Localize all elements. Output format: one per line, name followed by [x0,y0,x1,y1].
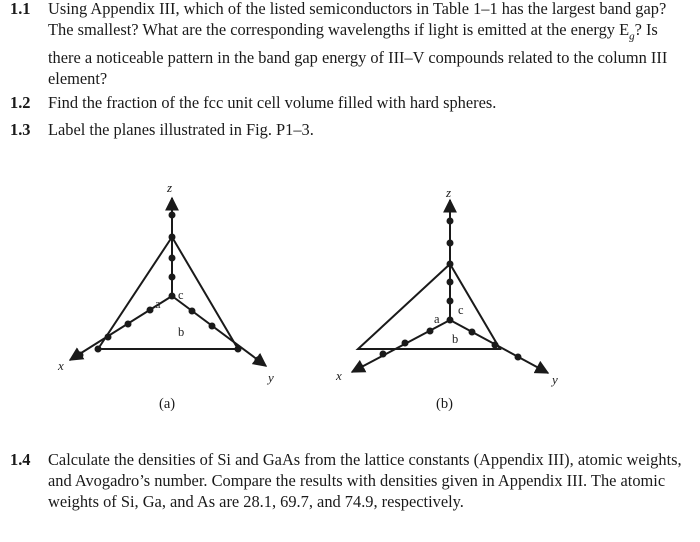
lattice-point [447,240,454,247]
lattice-point [189,308,196,315]
panel-b-diagram [335,185,558,387]
x-axis-b [352,320,450,372]
lattice-point [427,328,434,335]
lattice-point [447,317,454,324]
lattice-point [169,234,176,241]
problem-number: 1.1 [10,0,31,18]
lattice-point [95,346,102,353]
lattice-point [169,212,176,219]
lattice-point [125,321,132,328]
point-label-a: a [155,297,161,311]
lattice-point [447,298,454,305]
x-label-b: x [336,368,342,383]
problem-text-part: Using Appendix III, which of the listed semiconductors in Table 1–1 has the largest band gap? The smallest? What are the corresponding wavelengths if light is emitted at the energy E [48,0,667,39]
lattice-point [357,364,364,371]
lattice-point [147,307,154,314]
point-label-b: b [178,325,185,339]
lattice-point [447,218,454,225]
lattice-point [105,334,112,341]
z-label-a: z [167,180,173,195]
z-label-b: z [446,185,452,200]
lattice-point [235,346,242,353]
point-label-b: b [452,332,459,346]
point-label-c: c [178,288,184,302]
subscript: g [629,30,635,43]
problem-text: Label the planes illustrated in Fig. P1–3. [48,120,314,139]
lattice-point [169,274,176,281]
x-label-a: x [58,358,64,373]
y-label-a: y [268,370,274,385]
lattice-point [515,354,522,361]
y-label-b: y [552,372,558,387]
problem-text: Calculate the densities of Si and GaAs from the lattice constants (Appendix III), atomic weights, and Avogadro’s number. Compare the results with densities given in Appendix III. The atomic weights of Si, Ga, and As are 28.1, 69.7, and 74.9, respectively. [48,450,682,511]
problem-number: 1.4 [10,450,31,469]
problem-text-part: ? Is there a noticeable pattern in the band gap energy of III–V compounds related to the column III element? [48,20,668,89]
lattice-point [209,323,216,330]
point-label-c: c [458,303,464,317]
lattice-point [402,340,409,347]
plane-triangle-a [98,237,238,349]
lattice-point [255,357,262,364]
panel-b-caption: (b) [436,396,453,412]
panel-a-caption: (a) [159,396,176,412]
lattice-point [447,261,454,268]
problem-text: Find the fraction of the fcc unit cell volume filled with hard spheres. [48,93,497,112]
lattice-point [169,255,176,262]
problem-number: 1.2 [10,93,31,112]
lattice-point [492,342,499,349]
lattice-point [469,329,476,336]
lattice-point [380,351,387,358]
panel-a-diagram [57,180,274,385]
lattice-point [537,366,544,373]
lattice-point [77,352,84,359]
lattice-point [447,279,454,286]
problem-1-4 [10,449,690,512]
y-axis-a [172,296,266,366]
problem-number: 1.3 [10,120,31,139]
lattice-point [169,293,176,300]
point-label-a: a [434,312,440,326]
